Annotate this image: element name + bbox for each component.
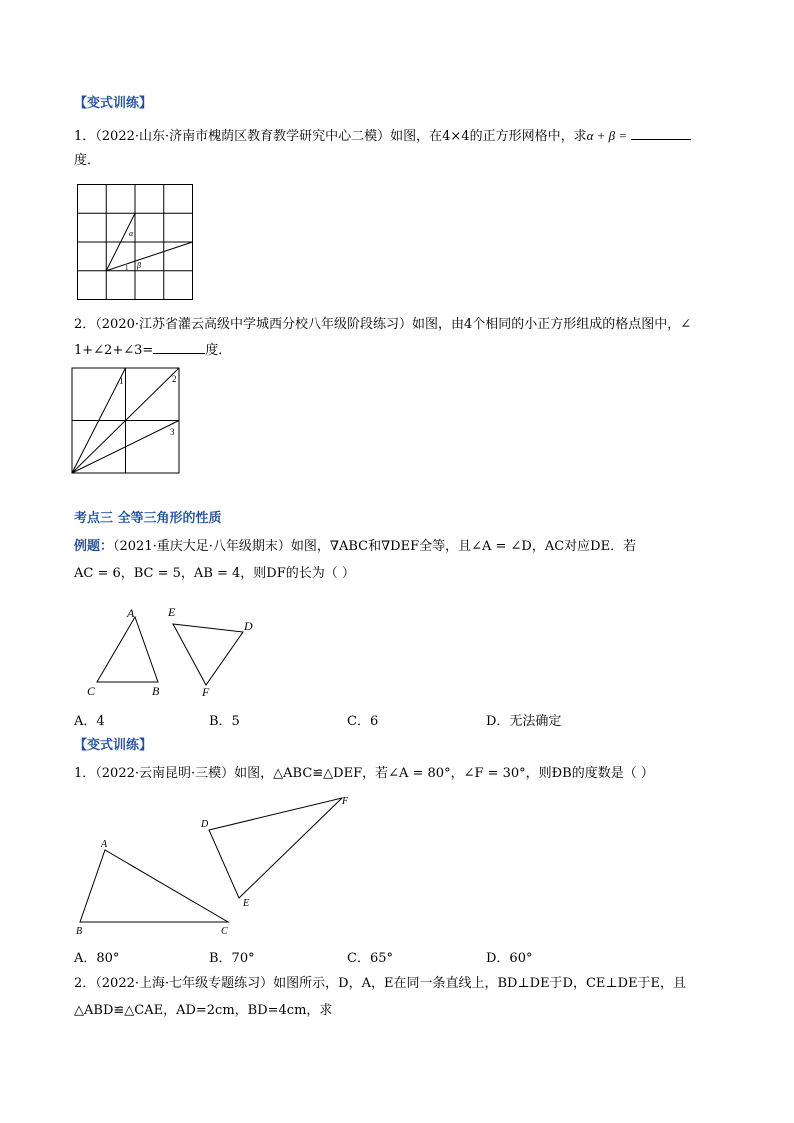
vertex-c: C: [87, 684, 96, 698]
angle-sum-expression: 1+∠2+∠3=: [74, 343, 154, 358]
question-1-text: [74, 127, 691, 146]
variant-training-heading: 【变式训练】: [74, 96, 153, 111]
question-source: （2022·山东·济南市槐荫区教育教学研究中心二模）: [95, 129, 391, 144]
angle-1-label: 1: [119, 376, 124, 386]
question-number: 1．: [74, 129, 96, 144]
vertex-e: E: [243, 898, 250, 909]
vertex-d: D: [201, 819, 209, 830]
question-2-text-line2: [74, 341, 231, 360]
option-a[interactable]: A．80°: [74, 951, 120, 966]
angle-1-label: 1: [125, 264, 129, 272]
section-title: 考点三 全等三角形的性质: [74, 511, 222, 526]
example-text-line2: AC = 6，BC = 5，AB = 4，则DF的长为（ ）: [74, 566, 355, 581]
question-c2-text: [74, 975, 686, 993]
angle-2-label: 2: [172, 374, 177, 384]
example-text: [74, 538, 636, 556]
grid-figure-4x4: [77, 184, 195, 302]
vertex-b: B: [152, 684, 160, 698]
question-source: （2020·江苏省灌云高级中学城西分校八年级阶段练习）: [95, 317, 412, 332]
question-body: 如图，由4个相同的小正方形组成的格点图中，∠: [412, 317, 692, 332]
congruent-triangles-figure: [74, 790, 364, 940]
option-b[interactable]: B．5: [209, 714, 240, 729]
example-label: 例题：: [74, 539, 114, 554]
question-source: （2022·云南昆明·三模）: [95, 766, 235, 781]
alpha-label: α: [129, 229, 134, 238]
option-d[interactable]: D．60°: [486, 951, 533, 966]
option-c[interactable]: C．65°: [347, 951, 393, 966]
option-a[interactable]: A．4: [74, 714, 105, 729]
angle-3-label: 3: [170, 427, 175, 437]
vertex-a: A: [127, 606, 135, 620]
option-d[interactable]: D．无法确定: [486, 714, 562, 729]
question-number: 1．: [74, 766, 96, 781]
vertex-f: F: [342, 796, 349, 807]
question-number: 2．: [74, 976, 96, 991]
question-number: 2．: [74, 317, 96, 332]
question-source: （2022·上海·七年级专题练习）: [95, 976, 274, 991]
question-c1-text: [74, 765, 654, 783]
vertex-d: D: [244, 619, 253, 633]
vertex-c: C: [221, 926, 228, 937]
question-c2-text-line2: △ABD≌△CAE，AD=2cm，BD=4cm，求: [74, 1003, 333, 1018]
unit-degree: 度．: [205, 343, 232, 358]
answer-blank: [631, 127, 691, 140]
math-expression: α + β =: [586, 128, 628, 143]
question-1-text-end: 度．: [74, 153, 101, 168]
option-b[interactable]: B．70°: [209, 951, 255, 966]
question-body: 如图所示，D，A，E在同一条直线上，BD⊥DE于D，CE⊥DE于E，且: [273, 976, 687, 991]
vertex-a: A: [101, 839, 108, 850]
answer-blank: [153, 341, 205, 354]
vertex-b: B: [76, 926, 83, 937]
vertex-f: F: [202, 685, 210, 699]
question-body: 如图，在4×4的正方形网格中，求: [390, 129, 587, 144]
vertex-e: E: [168, 605, 176, 619]
example-body: 如图，∇ABC和∇DEF全等，且∠A = ∠D，AC对应DE．若: [290, 539, 637, 554]
question-2-text: [74, 316, 691, 334]
question-body: 如图，△ABC≌△DEF，若∠A = 80°，∠F = 30°，则ÐB的度数是（ ）: [234, 766, 654, 781]
option-c[interactable]: C．6: [347, 714, 379, 729]
triangles-abc-def-figure: [84, 600, 274, 700]
example-source: （2021·重庆大足·八年级期末）: [113, 539, 291, 554]
variant-training-heading: 【变式训练】: [74, 738, 153, 753]
lattice-figure-2x2: [71, 367, 181, 475]
beta-label: β: [137, 261, 141, 270]
